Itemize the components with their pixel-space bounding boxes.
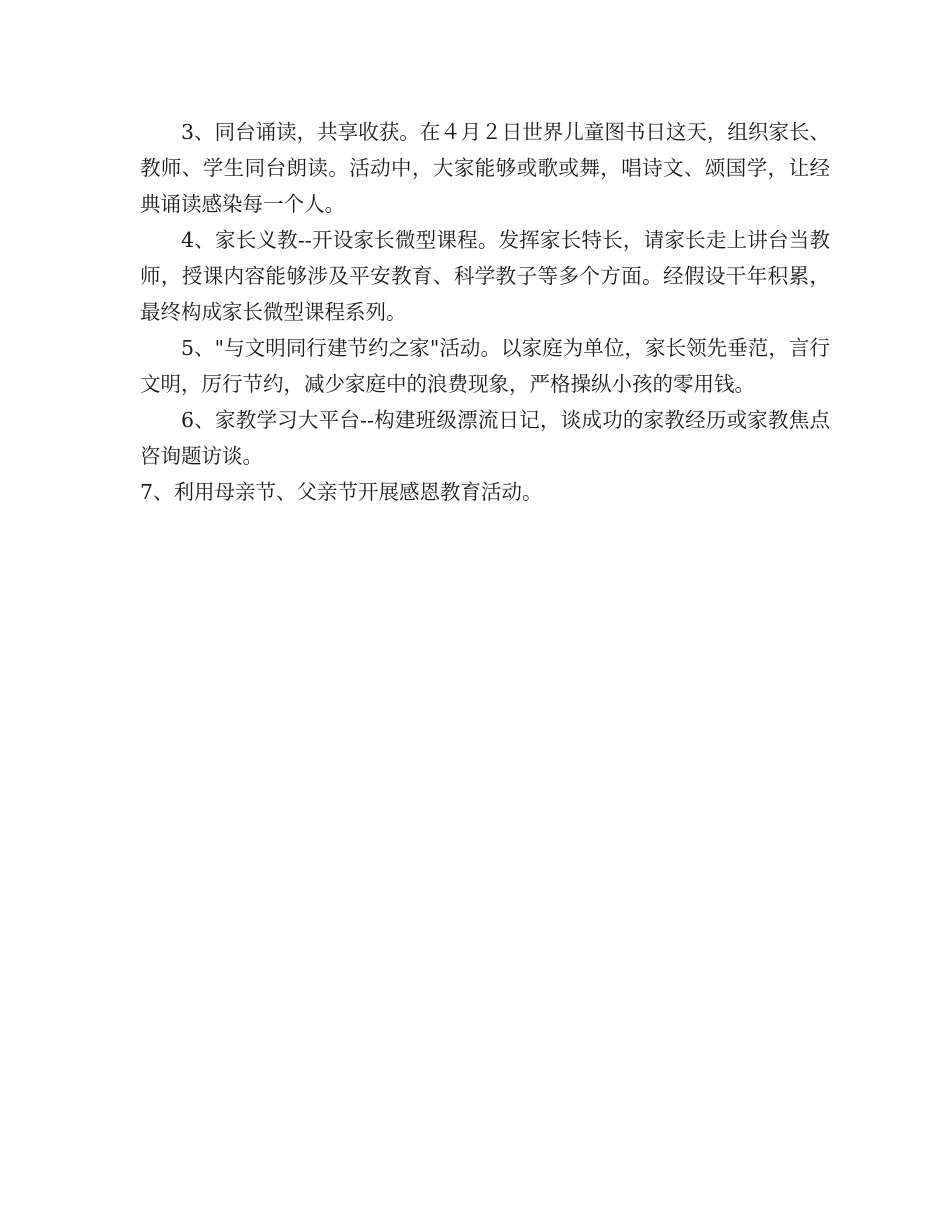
document-body xyxy=(140,114,830,510)
paragraph-item-3: 3、同台诵读，共享收获。在４月２日世界儿童图书日这天，组织家长、教师、学生同台朗读。活动中，大家能够或歌或舞，唱诗文、颂国学，让经典诵读感染每一个人。 xyxy=(140,120,830,216)
paragraph-item-7: 7、利用母亲节、父亲节开展感恩教育活动。 xyxy=(140,480,543,504)
paragraph-item-4: 4、家长义教--开设家长微型课程。发挥家长特长，请家长走上讲台当教师，授课内容能够涉及平安教育、科学教子等多个方面。经假设干年积累，最终构成家长微型课程系列。 xyxy=(140,228,830,324)
paragraph-item-6: 6、家教学习大平台--构建班级漂流日记，谈成功的家教经历或家教焦点咨询题访谈。 xyxy=(140,408,830,468)
paragraph-item-5: 5、"与文明同行建节约之家"活动。以家庭为单位，家长领先垂范，言行文明，厉行节约，减少家庭中的浪费现象，严格操纵小孩的零用钱。 xyxy=(140,336,830,396)
